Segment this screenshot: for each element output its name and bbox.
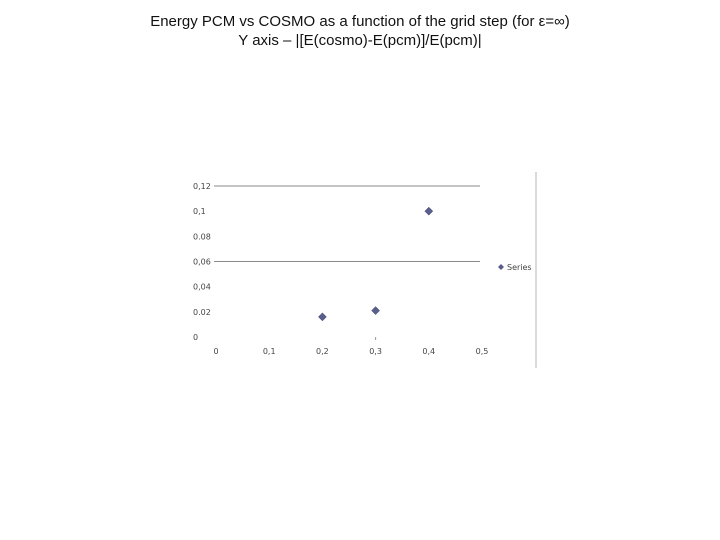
x-tick-label: 0,5: [475, 347, 489, 356]
data-points: [318, 207, 432, 321]
chart-subtitle: Y axis – |[E(cosmo)-E(pcm)]/E(pcm)|: [238, 32, 482, 49]
y-tick-label: 0,1: [193, 207, 206, 217]
data-point: [372, 307, 380, 315]
x-tick-label: 0: [213, 347, 219, 356]
x-tick-label: 0,2: [316, 347, 329, 356]
legend: [498, 263, 532, 272]
y-tick-label: 0,04: [193, 282, 211, 292]
gridlines: [214, 186, 480, 262]
data-point: [318, 313, 326, 321]
x-tick-labels: [213, 347, 488, 356]
x-tick-label: 0,1: [262, 347, 276, 356]
y-tick-label: 0: [193, 333, 199, 342]
data-point: [425, 207, 433, 215]
y-tick-labels: [193, 182, 211, 342]
legend-marker: [498, 264, 504, 270]
y-tick-label: 0,12: [193, 182, 211, 191]
chart-title: Energy PCM vs COSMO as a function of the grid step (for ε=∞): [150, 13, 570, 30]
x-tick-label: 0,4: [422, 347, 436, 356]
y-tick-label: 0,06: [193, 257, 211, 267]
legend-label: Series: [507, 263, 532, 272]
y-tick-label: 0.02: [193, 307, 211, 317]
x-tick-label: 0,3: [369, 347, 382, 356]
y-tick-label: 0.08: [193, 232, 211, 242]
